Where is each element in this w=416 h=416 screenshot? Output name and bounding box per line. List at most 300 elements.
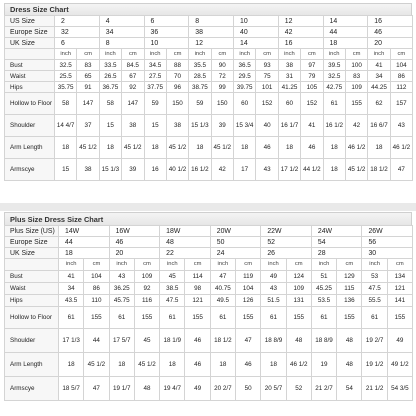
measure-cell: 55.5 bbox=[362, 295, 387, 307]
size-cell: 12 bbox=[189, 38, 234, 49]
unit-cell: inch bbox=[362, 259, 387, 271]
measure-cell: 36.5 bbox=[234, 60, 256, 71]
measure-cell: 119 bbox=[236, 271, 261, 283]
measure-cell: 21 2/7 bbox=[311, 377, 336, 401]
measure-cell: 18 bbox=[55, 137, 77, 159]
measure-cell: 47 bbox=[84, 377, 109, 401]
row-header: Bust bbox=[5, 271, 59, 283]
measure-cell: 155 bbox=[185, 307, 210, 329]
size-cell: 38 bbox=[189, 27, 234, 38]
unit-cell: inch bbox=[278, 49, 300, 60]
measure-cell: 25.5 bbox=[55, 71, 77, 82]
measure-row bbox=[5, 271, 413, 283]
size-cell: 20 bbox=[368, 38, 413, 49]
measure-row bbox=[5, 60, 413, 71]
measure-cell: 101 bbox=[256, 82, 278, 93]
measure-cell: 16 6/7 bbox=[368, 115, 390, 137]
measure-cell: 83 bbox=[77, 60, 99, 71]
measure-cell: 121 bbox=[185, 295, 210, 307]
measure-cell: 15 1/3 bbox=[99, 159, 121, 181]
size-cell: 6 bbox=[55, 38, 100, 49]
unit-cell: cm bbox=[236, 259, 261, 271]
size-cell: 24W bbox=[311, 226, 362, 237]
measure-cell: 60 bbox=[278, 93, 300, 115]
measure-cell: 38 bbox=[122, 115, 144, 137]
row-header: Europe Size bbox=[5, 237, 59, 248]
measure-cell: 121 bbox=[387, 283, 412, 295]
measure-cell: 92 bbox=[134, 283, 159, 295]
unit-cell: inch bbox=[144, 49, 166, 60]
unit-cell: cm bbox=[185, 259, 210, 271]
blank-cell bbox=[5, 49, 55, 60]
measure-row bbox=[5, 93, 413, 115]
measure-cell: 32.5 bbox=[323, 71, 345, 82]
size-cell: 8 bbox=[99, 38, 144, 49]
measure-cell: 104 bbox=[390, 60, 412, 71]
measure-cell: 43 bbox=[390, 115, 412, 137]
measure-cell: 157 bbox=[390, 93, 412, 115]
measure-cell: 114 bbox=[185, 271, 210, 283]
unit-row bbox=[5, 259, 413, 271]
unit-cell: inch bbox=[189, 49, 211, 60]
size-cell: 24 bbox=[210, 248, 261, 259]
size-cell: 16 bbox=[278, 38, 323, 49]
measure-cell: 45 1/2 bbox=[134, 353, 159, 377]
measure-cell: 18 bbox=[160, 353, 185, 377]
measure-cell: 155 bbox=[337, 307, 362, 329]
measure-cell: 19 2/7 bbox=[362, 329, 387, 353]
blank-cell bbox=[5, 259, 59, 271]
measure-cell: 59 bbox=[189, 93, 211, 115]
size-cell: 20 bbox=[109, 248, 160, 259]
measure-cell: 15 bbox=[99, 115, 121, 137]
size-row-eu bbox=[5, 27, 413, 38]
measure-cell: 136 bbox=[337, 295, 362, 307]
row-header: Armscye bbox=[5, 159, 55, 181]
measure-cell: 47 bbox=[390, 159, 412, 181]
measure-cell: 15 3/4 bbox=[234, 115, 256, 137]
measure-cell: 38 bbox=[166, 115, 188, 137]
measure-cell: 43 bbox=[109, 271, 134, 283]
measure-row bbox=[5, 353, 413, 377]
size-row-eu bbox=[5, 237, 413, 248]
measure-cell: 155 bbox=[236, 307, 261, 329]
measure-cell: 61 bbox=[323, 93, 345, 115]
measure-cell: 96 bbox=[166, 82, 188, 93]
size-cell: 52 bbox=[261, 237, 312, 248]
measure-cell: 141 bbox=[387, 295, 412, 307]
size-cell: 44 bbox=[323, 27, 368, 38]
measure-cell: 15 bbox=[55, 159, 77, 181]
size-cell: 14 bbox=[234, 38, 279, 49]
measure-cell: 15 1/3 bbox=[189, 115, 211, 137]
measure-cell: 65 bbox=[77, 71, 99, 82]
measure-cell: 109 bbox=[286, 283, 311, 295]
measure-cell: 47.5 bbox=[160, 295, 185, 307]
measure-cell: 35.5 bbox=[189, 60, 211, 71]
row-header: UK Size bbox=[5, 248, 59, 259]
unit-cell: cm bbox=[301, 49, 323, 60]
unit-cell: inch bbox=[368, 49, 390, 60]
measure-cell: 39 bbox=[211, 115, 233, 137]
measure-cell: 41 bbox=[368, 60, 390, 71]
measure-cell: 152 bbox=[256, 93, 278, 115]
measure-row bbox=[5, 137, 413, 159]
measure-cell: 43 bbox=[261, 283, 286, 295]
measure-cell: 88 bbox=[166, 60, 188, 71]
size-row-uk bbox=[5, 38, 413, 49]
measure-cell: 38 bbox=[77, 159, 99, 181]
measure-cell: 37.75 bbox=[144, 82, 166, 93]
row-header: UK Size bbox=[5, 38, 55, 49]
measure-cell: 39.75 bbox=[234, 82, 256, 93]
plus-chart-title: Plus Size Dress Size Chart bbox=[4, 212, 412, 225]
measure-cell: 46 bbox=[256, 137, 278, 159]
measure-cell: 47 bbox=[236, 329, 261, 353]
measure-cell: 152 bbox=[301, 93, 323, 115]
measure-cell: 18 bbox=[261, 353, 286, 377]
size-cell: 12 bbox=[278, 16, 323, 27]
measure-cell: 40 1/2 bbox=[166, 159, 188, 181]
measure-cell: 51 bbox=[311, 271, 336, 283]
measure-cell: 39 bbox=[122, 159, 144, 181]
measure-cell: 134 bbox=[387, 271, 412, 283]
size-cell: 18W bbox=[160, 226, 211, 237]
measure-cell: 54 bbox=[337, 377, 362, 401]
size-cell: 2 bbox=[55, 16, 100, 27]
measure-cell: 61 bbox=[160, 307, 185, 329]
measure-cell: 98 bbox=[185, 283, 210, 295]
measure-cell: 49 bbox=[261, 271, 286, 283]
measure-cell: 19 bbox=[311, 353, 336, 377]
measure-cell: 32.5 bbox=[55, 60, 77, 71]
measure-cell: 155 bbox=[387, 307, 412, 329]
measure-cell: 19 1/7 bbox=[109, 377, 134, 401]
measure-cell: 46 1/2 bbox=[345, 137, 367, 159]
size-cell: 14 bbox=[323, 16, 368, 27]
measure-cell: 49 bbox=[185, 377, 210, 401]
measure-cell: 43 bbox=[256, 159, 278, 181]
measure-cell: 59 bbox=[144, 93, 166, 115]
measure-cell: 15 bbox=[144, 115, 166, 137]
measure-row bbox=[5, 82, 413, 93]
measure-cell: 16 1/2 bbox=[189, 159, 211, 181]
size-cell: 26 bbox=[261, 248, 312, 259]
size-cell: 8 bbox=[189, 16, 234, 27]
row-header: Europe Size bbox=[5, 27, 55, 38]
unit-cell: inch bbox=[234, 49, 256, 60]
measure-cell: 46 bbox=[301, 137, 323, 159]
size-cell: 36 bbox=[144, 27, 189, 38]
size-cell: 4 bbox=[99, 16, 144, 27]
measure-cell: 34.5 bbox=[144, 60, 166, 71]
unit-cell: inch bbox=[261, 259, 286, 271]
measure-cell: 46 bbox=[236, 353, 261, 377]
unit-cell: inch bbox=[160, 259, 185, 271]
measure-cell: 18 8/9 bbox=[261, 329, 286, 353]
unit-cell: cm bbox=[211, 49, 233, 60]
measure-cell: 72 bbox=[211, 71, 233, 82]
measure-cell: 20 2/7 bbox=[210, 377, 235, 401]
measure-cell: 147 bbox=[122, 93, 144, 115]
row-header: Shoulder bbox=[5, 329, 59, 353]
measure-cell: 100 bbox=[345, 60, 367, 71]
measure-cell: 61 bbox=[362, 307, 387, 329]
row-header: Arm Length bbox=[5, 137, 55, 159]
measure-cell: 49 bbox=[387, 329, 412, 353]
measure-cell: 18 8/9 bbox=[311, 329, 336, 353]
row-header: Hips bbox=[5, 82, 55, 93]
measure-cell: 48 bbox=[337, 329, 362, 353]
measure-cell: 40.75 bbox=[210, 283, 235, 295]
measure-cell: 45 1/2 bbox=[166, 137, 188, 159]
measure-cell: 17 1/2 bbox=[278, 159, 300, 181]
measure-row bbox=[5, 71, 413, 82]
measure-cell: 18 bbox=[234, 137, 256, 159]
unit-cell: inch bbox=[210, 259, 235, 271]
measure-cell: 45 1/2 bbox=[345, 159, 367, 181]
measure-cell: 147 bbox=[77, 93, 99, 115]
measure-cell: 44 1/2 bbox=[301, 159, 323, 181]
measure-cell: 16 1/2 bbox=[323, 115, 345, 137]
size-cell: 16W bbox=[109, 226, 160, 237]
measure-cell: 110 bbox=[84, 295, 109, 307]
measure-cell: 43.5 bbox=[59, 295, 84, 307]
size-cell: 28 bbox=[311, 248, 362, 259]
measure-cell: 58 bbox=[99, 93, 121, 115]
size-cell: 22 bbox=[160, 248, 211, 259]
measure-cell: 86 bbox=[84, 283, 109, 295]
measure-cell: 17 1/3 bbox=[59, 329, 84, 353]
measure-cell: 46 1/2 bbox=[286, 353, 311, 377]
measure-cell: 46 bbox=[185, 329, 210, 353]
dress-chart-title: Dress Size Chart bbox=[4, 3, 412, 15]
measure-row bbox=[5, 329, 413, 353]
unit-cell: cm bbox=[390, 49, 412, 60]
measure-cell: 18 bbox=[144, 137, 166, 159]
measure-cell: 18 1/2 bbox=[210, 329, 235, 353]
size-cell: 40 bbox=[234, 27, 279, 38]
size-row-us bbox=[5, 226, 413, 237]
measure-cell: 60 bbox=[234, 93, 256, 115]
size-row-us bbox=[5, 16, 413, 27]
measure-cell: 46 bbox=[185, 353, 210, 377]
measure-cell: 14 4/7 bbox=[55, 115, 77, 137]
measure-cell: 155 bbox=[134, 307, 159, 329]
measure-cell: 75 bbox=[256, 71, 278, 82]
measure-cell: 45.25 bbox=[311, 283, 336, 295]
unit-cell: cm bbox=[337, 259, 362, 271]
measure-cell: 45 1/2 bbox=[211, 137, 233, 159]
measure-cell: 42.75 bbox=[323, 82, 345, 93]
size-cell: 50 bbox=[210, 237, 261, 248]
section-divider bbox=[0, 203, 416, 211]
measure-cell: 126 bbox=[236, 295, 261, 307]
size-cell: 46 bbox=[368, 27, 413, 38]
measure-cell: 45 1/2 bbox=[84, 353, 109, 377]
measure-cell: 37 bbox=[77, 115, 99, 137]
measure-cell: 42 bbox=[211, 159, 233, 181]
measure-cell: 41 bbox=[301, 115, 323, 137]
size-cell: 14W bbox=[59, 226, 110, 237]
measure-cell: 91 bbox=[77, 82, 99, 93]
measure-cell: 16 bbox=[144, 159, 166, 181]
measure-cell: 27.5 bbox=[144, 71, 166, 82]
unit-cell: inch bbox=[109, 259, 134, 271]
measure-cell: 16 1/7 bbox=[278, 115, 300, 137]
measure-cell: 48 bbox=[337, 353, 362, 377]
measure-cell: 116 bbox=[134, 295, 159, 307]
measure-cell: 61 bbox=[261, 307, 286, 329]
measure-cell: 19 4/7 bbox=[160, 377, 185, 401]
measure-cell: 104 bbox=[236, 283, 261, 295]
row-header: Hips bbox=[5, 295, 59, 307]
size-cell: 48 bbox=[160, 237, 211, 248]
measure-cell: 155 bbox=[84, 307, 109, 329]
measure-cell: 150 bbox=[166, 93, 188, 115]
measure-cell: 83 bbox=[345, 71, 367, 82]
measure-cell: 17 5/7 bbox=[109, 329, 134, 353]
measure-cell: 99 bbox=[211, 82, 233, 93]
measure-cell: 18 bbox=[99, 137, 121, 159]
measure-cell: 58 bbox=[55, 93, 77, 115]
measure-cell: 45 bbox=[134, 329, 159, 353]
measure-cell: 67 bbox=[122, 71, 144, 82]
dress-size-table bbox=[4, 15, 413, 181]
measure-cell: 61 bbox=[311, 307, 336, 329]
measure-cell: 104 bbox=[84, 271, 109, 283]
measure-cell: 124 bbox=[286, 271, 311, 283]
measure-cell: 38.5 bbox=[160, 283, 185, 295]
size-cell: 32 bbox=[55, 27, 100, 38]
unit-row bbox=[5, 49, 413, 60]
size-cell: 26W bbox=[362, 226, 413, 237]
unit-cell: cm bbox=[77, 49, 99, 60]
size-cell: 6 bbox=[144, 16, 189, 27]
measure-cell: 39.5 bbox=[323, 60, 345, 71]
measure-cell: 44.25 bbox=[368, 82, 390, 93]
measure-row bbox=[5, 307, 413, 329]
measure-cell: 44 bbox=[84, 329, 109, 353]
size-cell: 30 bbox=[362, 248, 413, 259]
measure-cell: 34 bbox=[59, 283, 84, 295]
unit-cell: cm bbox=[286, 259, 311, 271]
measure-cell: 115 bbox=[337, 283, 362, 295]
unit-cell: inch bbox=[99, 49, 121, 60]
measure-cell: 105 bbox=[301, 82, 323, 93]
measure-cell: 70 bbox=[166, 71, 188, 82]
measure-cell: 155 bbox=[286, 307, 311, 329]
measure-cell: 38.75 bbox=[189, 82, 211, 93]
measure-row bbox=[5, 283, 413, 295]
size-cell: 42 bbox=[278, 27, 323, 38]
measure-row bbox=[5, 377, 413, 401]
measure-cell: 36.25 bbox=[109, 283, 134, 295]
size-cell: 44 bbox=[59, 237, 110, 248]
measure-cell: 93 bbox=[256, 60, 278, 71]
measure-cell: 18 bbox=[368, 137, 390, 159]
measure-cell: 18 bbox=[278, 137, 300, 159]
measure-cell: 18 bbox=[323, 137, 345, 159]
measure-cell: 47 bbox=[210, 271, 235, 283]
unit-cell: cm bbox=[387, 259, 412, 271]
row-header: Arm Length bbox=[5, 353, 59, 377]
measure-cell: 41.25 bbox=[278, 82, 300, 93]
measure-cell: 54 3/5 bbox=[387, 377, 412, 401]
measure-cell: 62 bbox=[368, 93, 390, 115]
measure-cell: 90 bbox=[211, 60, 233, 71]
measure-cell: 20 5/7 bbox=[261, 377, 286, 401]
measure-cell: 45 1/2 bbox=[77, 137, 99, 159]
measure-cell: 28.5 bbox=[189, 71, 211, 82]
measure-cell: 18 1/9 bbox=[160, 329, 185, 353]
row-header: Bust bbox=[5, 60, 55, 71]
measure-cell: 61 bbox=[109, 307, 134, 329]
measure-cell: 46 1/2 bbox=[390, 137, 412, 159]
measure-cell: 61 bbox=[59, 307, 84, 329]
row-header: Plus Size (US) bbox=[5, 226, 59, 237]
size-cell: 34 bbox=[99, 27, 144, 38]
measure-cell: 18 5/7 bbox=[59, 377, 84, 401]
measure-cell: 49 1/2 bbox=[387, 353, 412, 377]
measure-cell: 45 bbox=[160, 271, 185, 283]
measure-cell: 155 bbox=[345, 93, 367, 115]
measure-cell: 18 1/2 bbox=[368, 159, 390, 181]
measure-cell: 129 bbox=[337, 271, 362, 283]
measure-cell: 17 bbox=[234, 159, 256, 181]
measure-cell: 84.5 bbox=[122, 60, 144, 71]
measure-row bbox=[5, 295, 413, 307]
measure-cell: 48 bbox=[286, 329, 311, 353]
measure-cell: 18 bbox=[323, 159, 345, 181]
size-row-uk bbox=[5, 248, 413, 259]
measure-cell: 40 bbox=[256, 115, 278, 137]
measure-cell: 109 bbox=[345, 82, 367, 93]
size-cell: 10 bbox=[234, 16, 279, 27]
measure-cell: 31 bbox=[278, 71, 300, 82]
size-cell: 46 bbox=[109, 237, 160, 248]
unit-cell: inch bbox=[311, 259, 336, 271]
size-cell: 22W bbox=[261, 226, 312, 237]
measure-cell: 29.5 bbox=[234, 71, 256, 82]
measure-cell: 49.5 bbox=[210, 295, 235, 307]
measure-cell: 112 bbox=[390, 82, 412, 93]
measure-cell: 150 bbox=[211, 93, 233, 115]
size-cell: 16 bbox=[368, 16, 413, 27]
measure-cell: 38 bbox=[278, 60, 300, 71]
measure-row bbox=[5, 159, 413, 181]
unit-cell: cm bbox=[256, 49, 278, 60]
measure-cell: 86 bbox=[390, 71, 412, 82]
measure-cell: 18 bbox=[210, 353, 235, 377]
size-cell: 18 bbox=[59, 248, 110, 259]
row-header: Waist bbox=[5, 71, 55, 82]
measure-cell: 48 bbox=[134, 377, 159, 401]
size-cell: 20W bbox=[210, 226, 261, 237]
measure-cell: 34 bbox=[368, 71, 390, 82]
measure-cell: 53.5 bbox=[311, 295, 336, 307]
measure-cell: 47.5 bbox=[362, 283, 387, 295]
measure-cell: 18 bbox=[59, 353, 84, 377]
measure-cell: 61 bbox=[210, 307, 235, 329]
unit-cell: cm bbox=[345, 49, 367, 60]
row-header: Waist bbox=[5, 283, 59, 295]
measure-cell: 36.75 bbox=[99, 82, 121, 93]
size-cell: 56 bbox=[362, 237, 413, 248]
row-header: Hollow to Floor bbox=[5, 93, 55, 115]
measure-cell: 19 1/2 bbox=[362, 353, 387, 377]
measure-cell: 79 bbox=[301, 71, 323, 82]
